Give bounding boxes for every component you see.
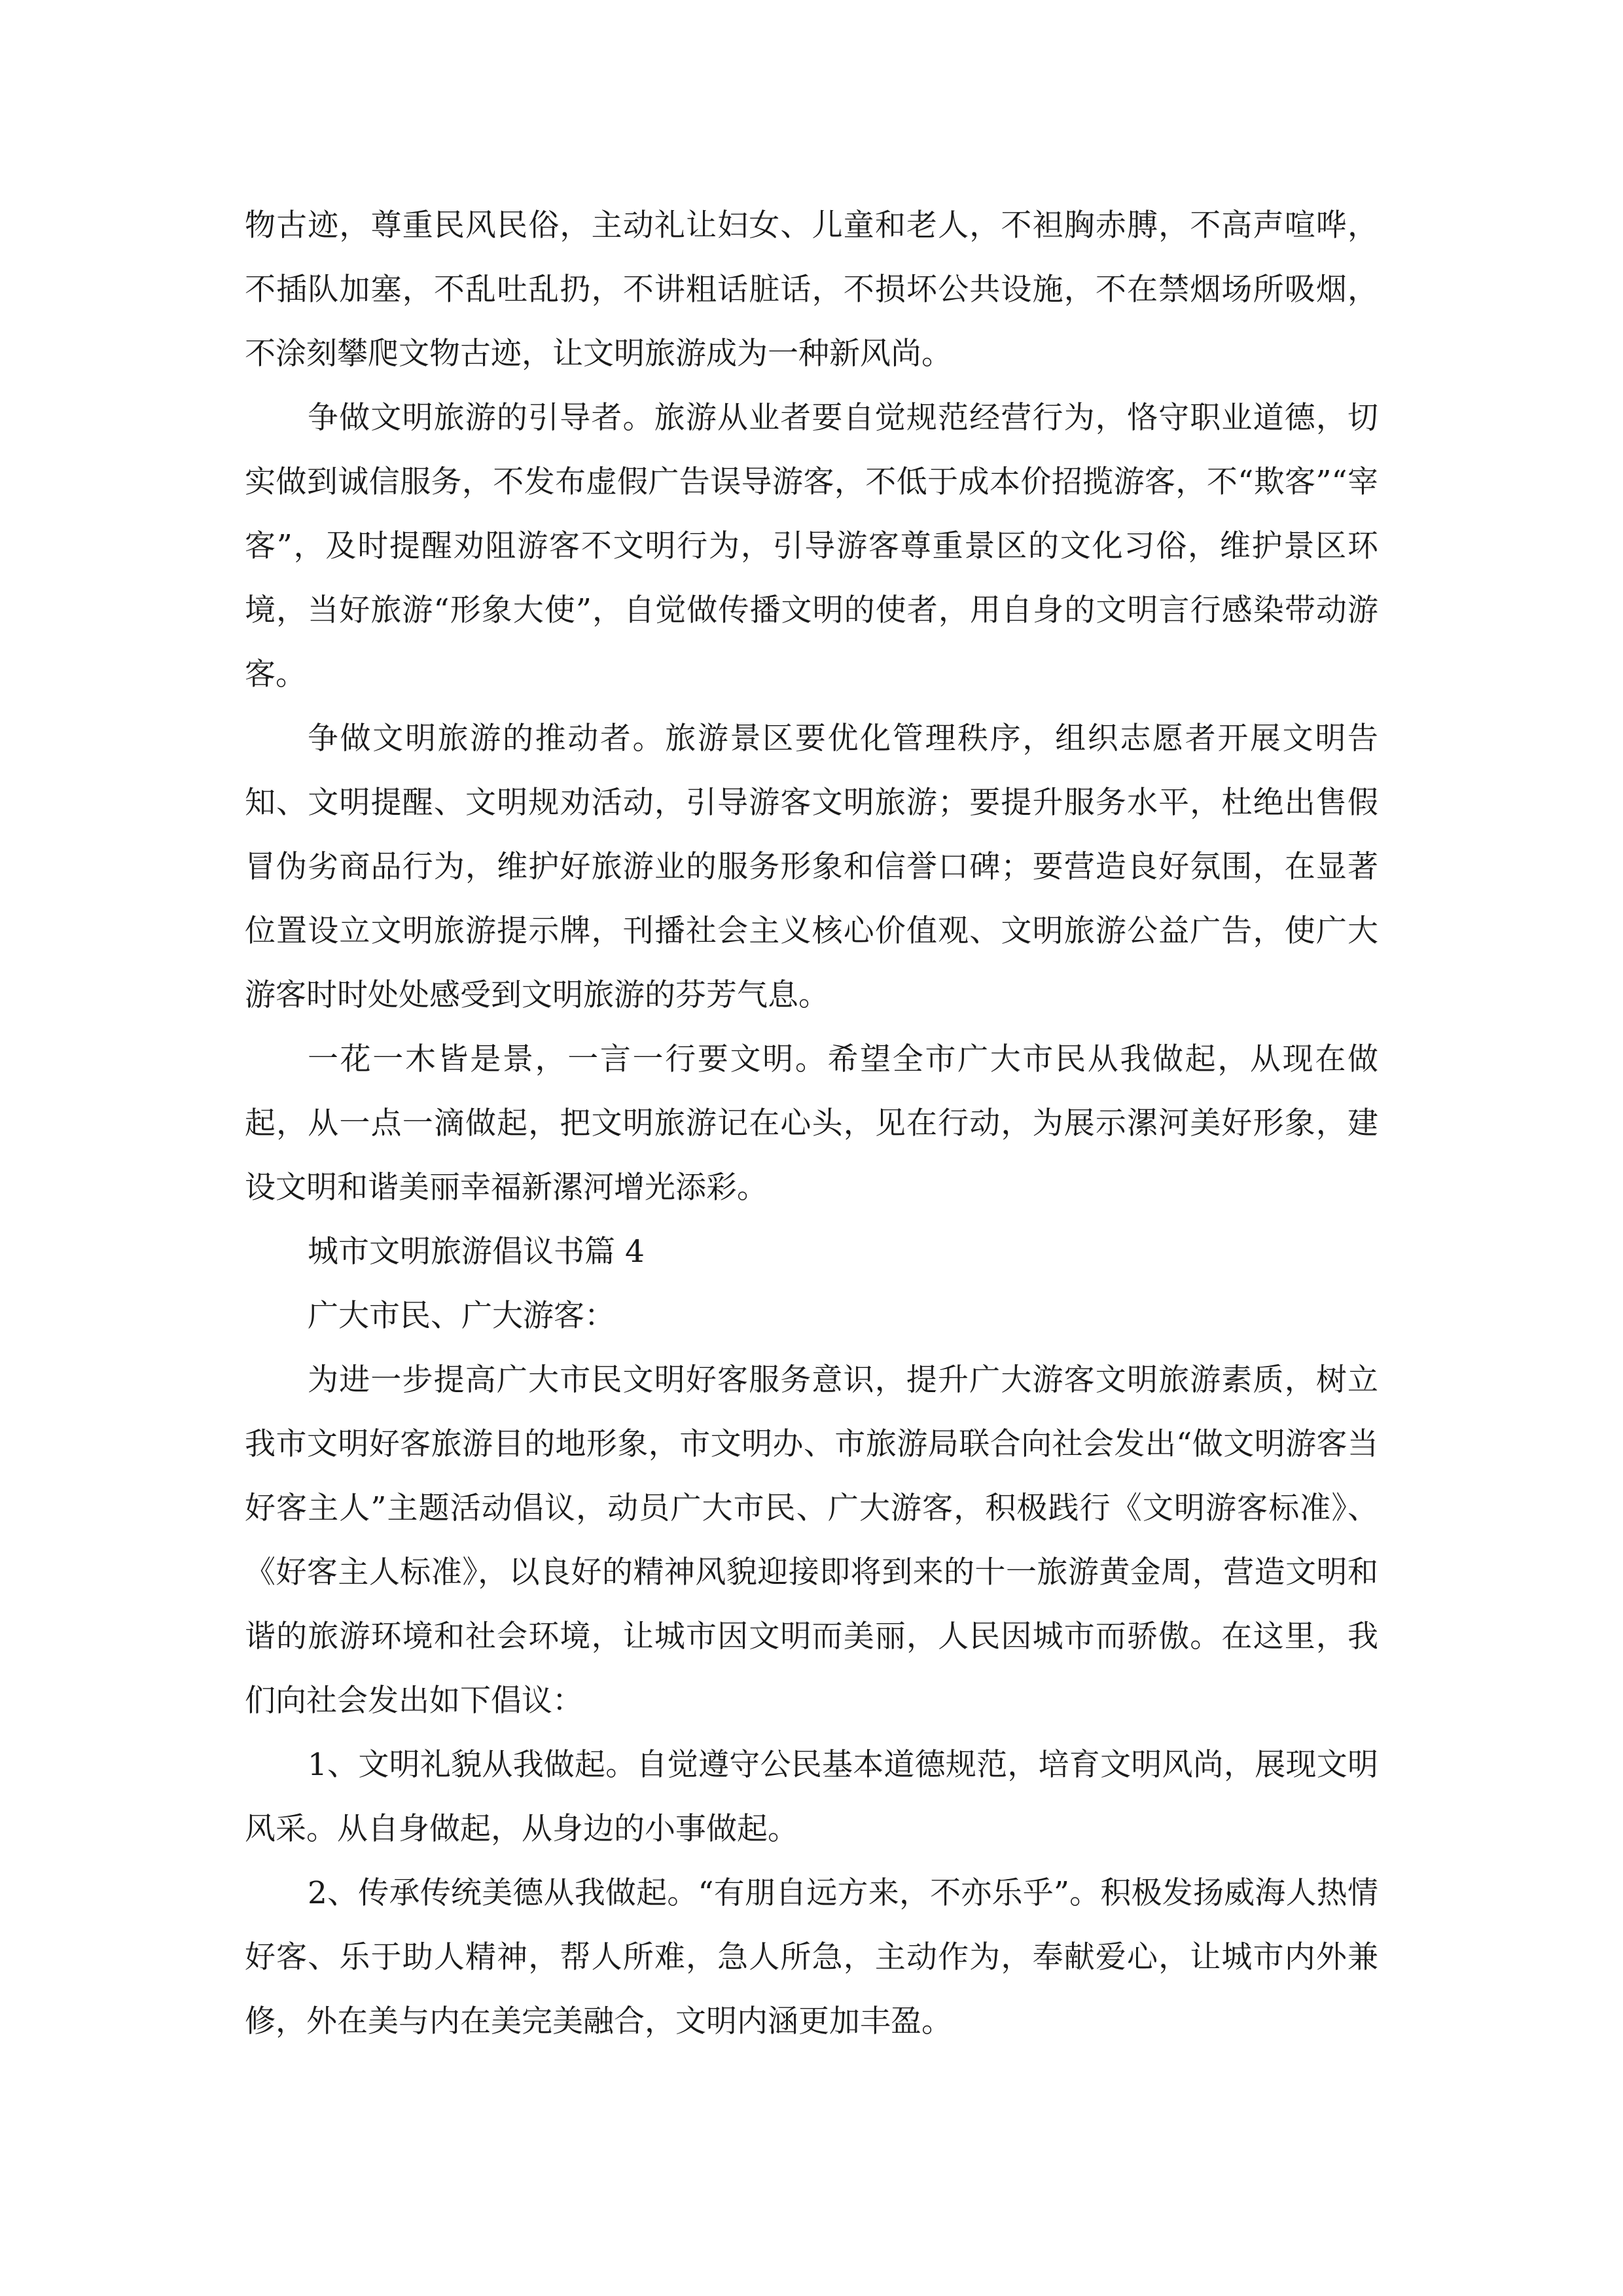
document-body: [245, 194, 1378, 2054]
section-heading: 城市文明旅游倡议书篇 4: [308, 1234, 645, 1270]
paragraph-continuation: 物古迹，尊重民风民俗，主动礼让妇女、儿童和老人，不袒胸赤膊，不高声喧哗，不插队加塞，不乱吐乱扔，不讲粗话脏话，不损坏公共设施，不在禁烟场所吸烟，不涂刻攀爬文物古迹，让文明旅游成为一种新风尚。: [245, 207, 1378, 372]
paragraph-intro: 为进一步提高广大市民文明好客服务意识，提升广大游客文明旅游素质，树立我市文明好客旅游目的地形象，市文明办、市旅游局联合向社会发出“做文明游客当好客主人”主题活动倡议，动员广大市民、广大游客，积极践行《文明游客标准》、《好客主人标准》，以良好的精神风貌迎接即将到来的十一旅游黄金周，营造文明和谐的旅游环境和社会环境，让城市因文明而美丽，人民因城市而骄傲。在这里，我们向社会发出如下倡议：: [245, 1362, 1378, 1719]
list-item-2: 2、传承传统美德从我做起。“有朋自远方来，不亦乐乎”。积极发扬威海人热情好客、乐于助人精神，帮人所难，急人所急，主动作为，奉献爱心，让城市内外兼修，外在美与内在美完美融合，文明内涵更加丰盈。: [245, 1875, 1378, 2039]
list-item-1: 1、文明礼貌从我做起。自觉遵守公民基本道德规范，培育文明风尚，展现文明风采。从自身做起，从身边的小事做起。: [245, 1747, 1378, 1847]
salutation: 广大市民、广大游客：: [308, 1298, 615, 1334]
paragraph-closing: 一花一木皆是景，一言一行要文明。希望全市广大市民从我做起，从现在做起，从一点一滴做起，把文明旅游记在心头，见在行动，为展示漯河美好形象，建设文明和谐美丽幸福新漯河增光添彩。: [245, 1041, 1378, 1206]
paragraph-promoter: 争做文明旅游的推动者。旅游景区要优化管理秩序，组织志愿者开展文明告知、文明提醒、文明规劝活动，引导游客文明旅游；要提升服务水平，杜绝出售假冒伪劣商品行为，维护好旅游业的服务形象和信誉口碑；要营造良好氛围，在显著位置设立文明旅游提示牌，刊播社会主义核心价值观、文明旅游公益广告，使广大游客时时处处感受到文明旅游的芬芳气息。: [245, 721, 1378, 1013]
paragraph-guide: 争做文明旅游的引导者。旅游从业者要自觉规范经营行为，恪守职业道德，切实做到诚信服务，不发布虚假广告误导游客，不低于成本价招揽游客，不“欺客”“宰客”，及时提醒劝阻游客不文明行为，引导游客尊重景区的文化习俗，维护景区环境，当好旅游“形象大使”，自觉做传播文明的使者，用自身的文明言行感染带动游客。: [245, 400, 1378, 692]
